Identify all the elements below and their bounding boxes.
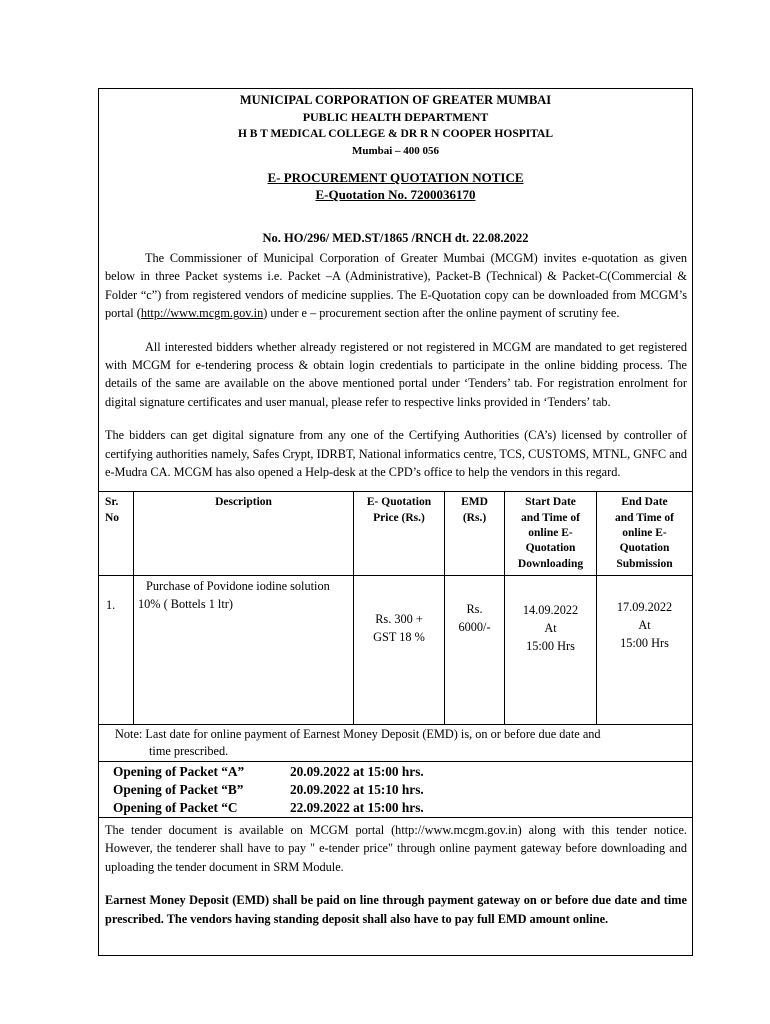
header-end-date: End Date and Time of online E- Quotation Submission (597, 492, 693, 575)
packet-openings-row (99, 761, 692, 817)
notice-document (98, 88, 693, 956)
table-row (99, 575, 692, 724)
reference-number: No. HO/296/ MED.ST/1865 /RNCH dt. 22.08.2022 (262, 231, 529, 245)
mcgm-portal-link[interactable]: http://www.mcgm.gov.in (140, 306, 264, 321)
emd-paragraph: Earnest Money Deposit (EMD) shall be paid on line through payment gateway on or before due date and time prescribed. The vendors having standing deposit shall also have to pay full EMD amount online. (105, 893, 687, 926)
row-emd: Rs. 6000/- (445, 575, 505, 724)
row-sr-no: 1. (99, 575, 134, 724)
header-description: Description (134, 492, 354, 575)
opening-packet-b: Opening of Packet “B” 20.09.2022 at 15:10 hrs. (113, 781, 424, 797)
quotation-table (99, 491, 692, 817)
notice-title-block (99, 169, 692, 203)
header-price: E- Quotation Price (Rs.) (354, 492, 445, 575)
row-price: Rs. 300 + GST 18 % (354, 575, 445, 724)
table-header-row (99, 492, 692, 575)
packet-openings (99, 761, 692, 817)
quotation-number: E-Quotation No. 7200036170 (315, 187, 476, 202)
row-end-date: 17.09.2022 At 15:00 Hrs (597, 575, 693, 724)
intro-paragraph: The Commissioner of Municipal Corporation of Greater Mumbai (MCGM) invites e-quotation as given below in three Packet systems i.e. Packet –A (Administrative), Packet-B (Technical) & Packet-C(Commercial & Folder “c”) from registered vendors of medicine supplies. The E-Quotation copy can be downloaded from MCGM’s portal (http://www.mcgm.gov.in) under e – procurement section after the online payment of scrutiny fee. (105, 251, 687, 321)
emd-note-row (99, 724, 692, 761)
row-start-date: 14.09.2022 At 15:00 Hrs (505, 575, 597, 724)
department-name: PUBLIC HEALTH DEPARTMENT (302, 110, 489, 124)
tender-document-paragraph: The tender document is available on MCGM portal (http://www.mcgm.gov.in) along with this tender notice. However, the tenderer shall have to pay " e-tender price" through online payment gateway before downloading and uploading the tender document in SRM Module. (105, 822, 687, 874)
city-pincode: Mumbai – 400 056 (351, 145, 440, 157)
header-emd: EMD (Rs.) (445, 492, 505, 575)
opening-packet-c: Opening of Packet “C 22.09.2022 at 15:00 hrs. (113, 799, 424, 815)
digital-signature-paragraph: The bidders can get digital signature from any one of the Certifying Authorities (CA’s) licensed by controller of certifying authorities namely, Safes Crypt, IDRBT, National informatics centre, TCS, CUSTOMS, MTNL, GNFC and e-Mudra CA. MCGM has also opened a Help-desk at the CPD’s office to help the vendors in this regard. (105, 428, 687, 480)
row-description: Purchase of Povidone iodine solution 10% ( Bottels 1 ltr) (134, 575, 354, 724)
header-start-date: Start Date and Time of online E- Quotation Downloading (505, 492, 597, 575)
header-sr-no: Sr. No (99, 492, 134, 575)
registration-paragraph: All interested bidders whether already registered or not registered in MCGM are mandated to get registered with MCGM for e-tendering process & obtain login credentials to participate in the online bidding process. The details of the same are available on the above mentioned portal under ‘Tenders’ tab. For registration enrolment for digital signature certificates and user manual, please refer to respective links provided in ‘Tenders’ tab. (105, 339, 687, 409)
hospital-name: H B T MEDICAL COLLEGE & DR R N COOPER HOSPITAL (237, 128, 554, 140)
corporation-name: MUNICIPAL CORPORATION OF GREATER MUMBAI (239, 93, 552, 107)
opening-packet-a: Opening of Packet “A” 20.09.2022 at 15:00 hrs. (113, 763, 424, 779)
notice-title: E- PROCUREMENT QUOTATION NOTICE (267, 170, 524, 185)
letterhead (99, 92, 692, 160)
emd-note: Note: Last date for online payment of Earnest Money Deposit (EMD) is, on or before due date and time prescribed. (99, 724, 692, 761)
